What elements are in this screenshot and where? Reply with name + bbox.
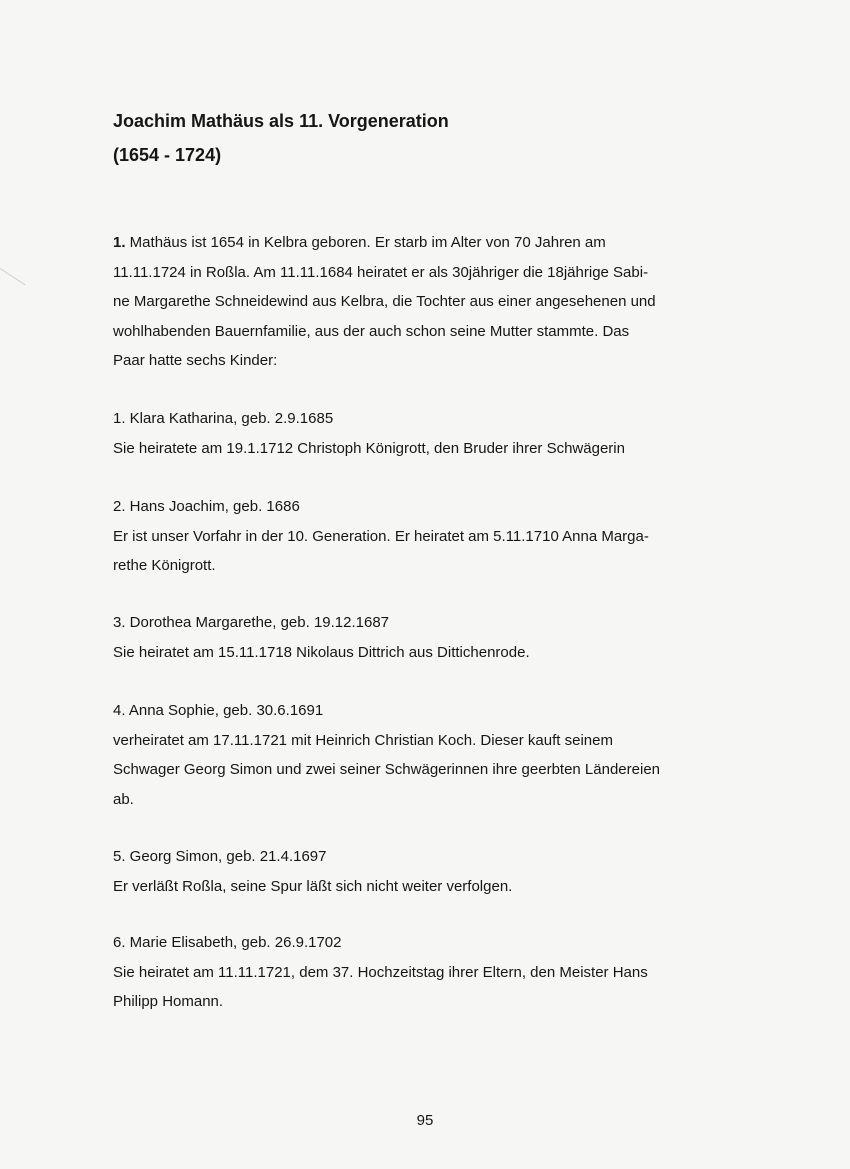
intro-line: 11.11.1724 in Roßla. Am 11.11.1684 heiratet er als 30jähriger die 18jährige Sabi- [113, 263, 649, 281]
intro-line-text: Mathäus ist 1654 in Kelbra geboren. Er starb im Alter von 70 Jahren am [125, 234, 606, 251]
child-entry-4 [113, 696, 738, 814]
page-number-text: 95 [416, 1112, 434, 1129]
child-detail: Sie heiratet am 11.11.1721, dem 37. Hochzeitstag ihrer Eltern, den Meister Hans [113, 963, 648, 981]
intro-line: wohlhabenden Bauernfamilie, aus der auch schon seine Mutter stammte. Das [113, 322, 630, 340]
child-detail: verheiratet am 17.11.1721 mit Heinrich Christian Koch. Dieser kauft seinem [113, 731, 613, 749]
child-title: 2. Hans Joachim, geb. 1686 [113, 498, 300, 515]
child-entry-6 [113, 928, 738, 1017]
intro-line: ne Margarethe Schneidewind aus Kelbra, die Tochter aus einer angesehenen und [113, 293, 656, 310]
child-entry-2 [113, 492, 738, 581]
chapter-heading [113, 104, 753, 172]
child-detail: Sie heiratet am 15.11.1718 Nikolaus Dittrich aus Dittichenrode. [113, 643, 530, 661]
child-detail: Er verläßt Roßla, seine Spur läßt sich nicht weiter verfolgen. [113, 877, 513, 895]
child-detail: Schwager Georg Simon und zwei seiner Schwägerinnen ihre geerbten Ländereien [113, 761, 661, 778]
intro-paragraph [113, 228, 738, 376]
child-detail: Sie heiratete am 19.1.1712 Christoph Königrott, den Bruder ihrer Schwägerin [113, 439, 625, 457]
child-title: 4. Anna Sophie, geb. 30.6.1691 [113, 702, 324, 719]
child-detail: ab. [113, 790, 134, 808]
child-detail: rethe Königrott. [113, 557, 216, 574]
child-title: 6. Marie Elisabeth, geb. 26.9.1702 [113, 934, 342, 951]
child-detail: Er ist unser Vorfahr in der 10. Generation. Er heiratet am 5.11.1710 Anna Marga- [113, 527, 649, 545]
intro-line [113, 228, 738, 258]
child-entry-3 [113, 608, 738, 667]
scan-edge-mark [0, 268, 25, 285]
page-number [0, 1112, 850, 1129]
child-entry-5 [113, 842, 738, 901]
paragraph-number: 1. [113, 234, 126, 251]
chapter-years: (1654 - 1724) [113, 145, 222, 165]
intro-line: Paar hatte sechs Kinder: [113, 352, 278, 369]
child-title: 3. Dorothea Margarethe, geb. 19.12.1687 [113, 614, 390, 631]
child-title: 1. Klara Katharina, geb. 2.9.1685 [113, 410, 334, 427]
child-entry-1 [113, 404, 738, 463]
chapter-title: Joachim Mathäus als 11. Vorgeneration [113, 111, 449, 131]
child-title: 5. Georg Simon, geb. 21.4.1697 [113, 848, 327, 865]
child-detail: Philipp Homann. [113, 993, 224, 1010]
